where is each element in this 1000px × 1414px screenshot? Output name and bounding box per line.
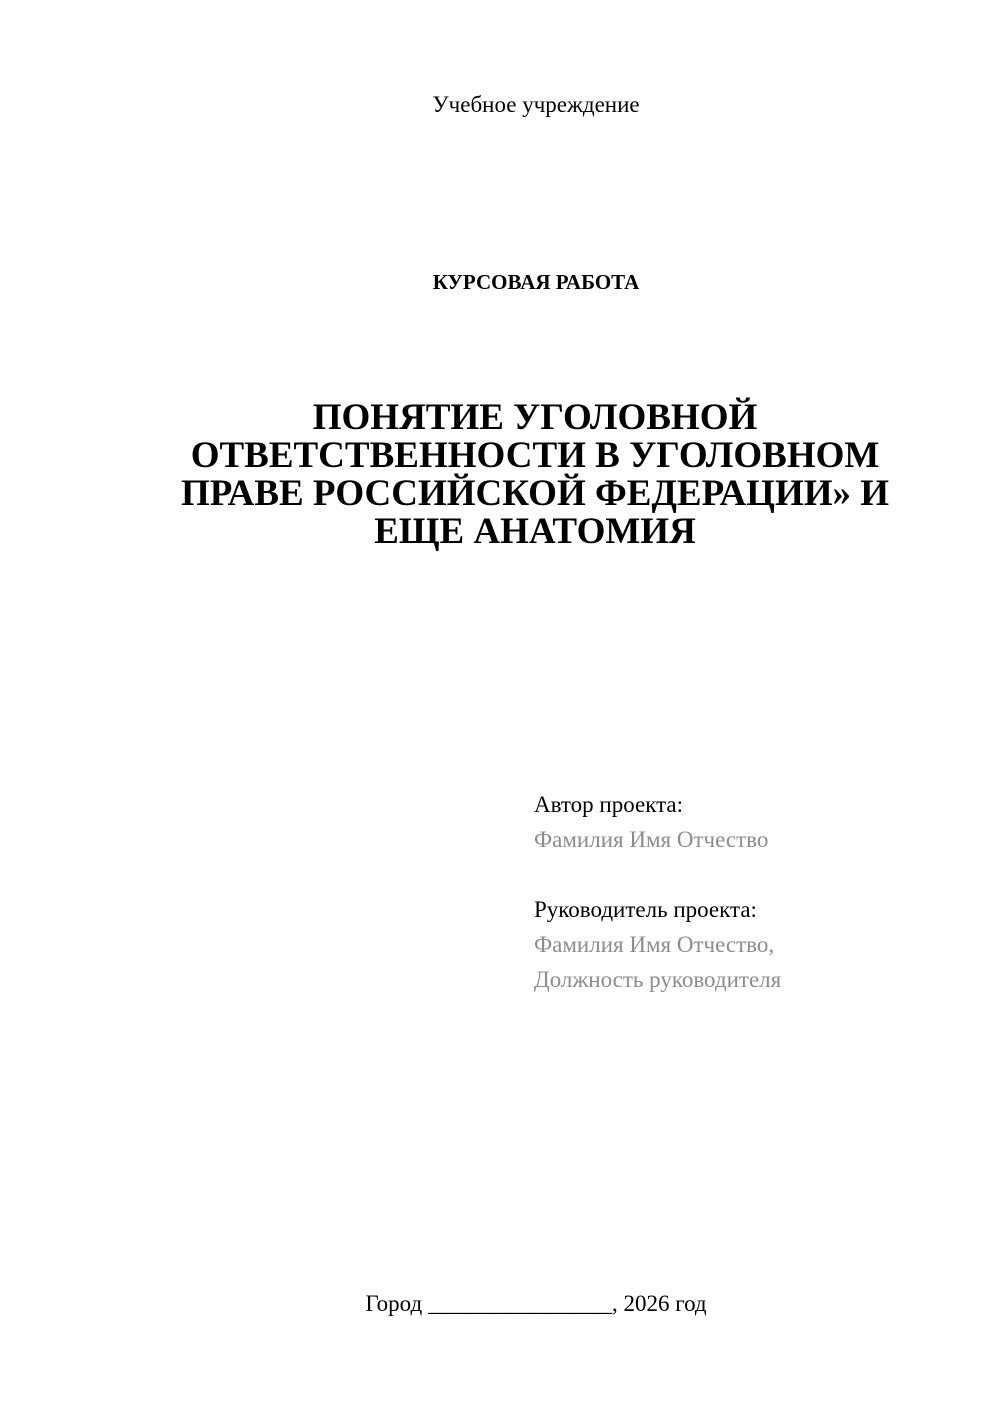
institution-name: Учебное учреждение — [432, 92, 640, 117]
supervisor-name: Фамилия Имя Отчество, — [534, 932, 775, 957]
title-line: ОТВЕТСТВЕННОСТИ В УГОЛОВНОМ — [190, 435, 880, 476]
city-year-line: Город ________________, 2026 год — [365, 1291, 707, 1316]
supervisor-position: Должность руководителя — [534, 967, 782, 992]
author-label: Автор проекта: — [534, 792, 683, 817]
credits-block — [534, 787, 974, 997]
title-line: ПОНЯТИЕ УГОЛОВНОЙ — [312, 397, 758, 438]
credits-spacer — [534, 857, 974, 892]
document-type: КУРСОВАЯ РАБОТА — [432, 270, 640, 294]
supervisor-label: Руководитель проекта: — [534, 897, 757, 922]
title-line: ЕЩЕ АНАТОМИЯ — [374, 511, 696, 552]
title-line: ПРАВЕ РОССИЙСКОЙ ФЕДЕРАЦИИ» И — [180, 473, 890, 514]
document-title — [120, 399, 950, 551]
author-name: Фамилия Имя Отчество — [534, 827, 769, 852]
